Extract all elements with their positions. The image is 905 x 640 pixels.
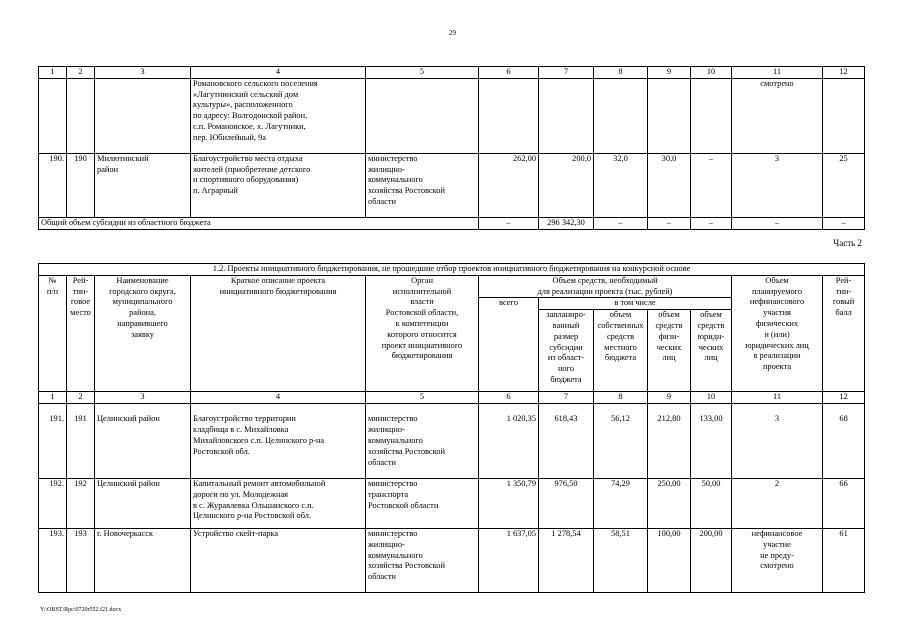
participation-cell: нефинансовое участие не преду- смотрено bbox=[732, 528, 823, 592]
total-amount: 1 020,35 bbox=[479, 414, 539, 478]
rating-place: 190 bbox=[67, 153, 95, 217]
header-district: Наименование городского округа, муниципального района, направившего заявку bbox=[95, 275, 191, 391]
participation-cell: 3 bbox=[732, 153, 823, 217]
project-description: Романовского сельского поселения «Лагутнинский сельский дом культуры», расположенного по адресу: Волгодонской район, с.п. Романовское, х. Лагутники, пер. Юбилейный, 9а bbox=[191, 78, 366, 153]
col-number: 3 bbox=[95, 392, 191, 404]
header-description: Краткое описание проекта инициативного бюджетирования bbox=[191, 275, 366, 391]
individuals-amount: 212,80 bbox=[648, 414, 691, 478]
col-number: 1 bbox=[39, 392, 67, 404]
rating-score: – bbox=[823, 217, 865, 229]
column-number-row bbox=[39, 392, 865, 404]
col-number: 11 bbox=[732, 392, 823, 404]
col-number: 10 bbox=[691, 392, 732, 404]
section-title-row bbox=[39, 264, 865, 276]
col-number: 7 bbox=[539, 67, 594, 79]
col-number: 8 bbox=[594, 67, 648, 79]
total-amount: – bbox=[479, 217, 539, 229]
rating-place: 191 bbox=[67, 414, 95, 478]
part-label: Часть 2 bbox=[833, 238, 862, 248]
rating-place: 193 bbox=[67, 528, 95, 592]
column-number-row bbox=[39, 67, 865, 79]
col-number: 4 bbox=[191, 392, 366, 404]
header-individuals: объем средств физи- ческих лиц bbox=[648, 310, 691, 392]
total-amount: 1 637,05 bbox=[479, 528, 539, 592]
header-local: объем собственных средств местного бюджета bbox=[594, 310, 648, 392]
col-number: 12 bbox=[823, 67, 865, 79]
project-description: Капитальный ремонт автомобильной дороги по ул. Молодежная в с. Журавлевка Ольшанского с.п. Целинского р-на Ростовской обл. bbox=[191, 478, 366, 528]
col-number: 2 bbox=[67, 67, 95, 79]
subsidy-amount: 1 278,54 bbox=[539, 528, 594, 592]
authority: министерство жилищно- коммунального хозяйства Ростовской области bbox=[366, 153, 479, 217]
header-subsidy: запланиро- ванный размер субсидии из област- ного бюджета bbox=[539, 310, 594, 392]
total-amount: 1 350,79 bbox=[479, 478, 539, 528]
legal-entities-amount: 50,00 bbox=[691, 478, 732, 528]
legal-entities-amount: – bbox=[691, 153, 732, 217]
authority: министерство жилищно- коммунального хозяйства Ростовской области bbox=[366, 528, 479, 592]
rating-score: 68 bbox=[823, 414, 865, 478]
col-number: 6 bbox=[479, 67, 539, 79]
rating-score: 61 bbox=[823, 528, 865, 592]
district-name: г. Новочеркасск bbox=[95, 528, 191, 592]
col-number: 9 bbox=[648, 392, 691, 404]
local-budget-amount: 32,0 bbox=[594, 153, 648, 217]
local-budget-amount: – bbox=[594, 217, 648, 229]
table-row bbox=[39, 78, 865, 153]
district-name: Милютинский район bbox=[95, 153, 191, 217]
section-title: 1.2. Проекты инициативного бюджетирования, не прошедшие отбор проектов инициативного бюджетирования на конкурсной основе bbox=[39, 264, 865, 276]
authority: министерство транспорта Ростовской области bbox=[366, 478, 479, 528]
legal-entities-amount: 200,00 bbox=[691, 528, 732, 592]
project-description: Благоустройство территории кладбища в с. Михайловка Михайловского с.п. Целинского р-на Ростовской обл. bbox=[191, 414, 366, 478]
col-number: 8 bbox=[594, 392, 648, 404]
subsidy-amount: 976,50 bbox=[539, 478, 594, 528]
header-row bbox=[39, 275, 865, 298]
row-number: 193. bbox=[39, 528, 67, 592]
subsidy-amount: 618,43 bbox=[539, 414, 594, 478]
page-number: 29 bbox=[449, 29, 456, 37]
table-row bbox=[39, 528, 865, 592]
subsidy-amount: 200,0 bbox=[539, 153, 594, 217]
individuals-amount: 30,0 bbox=[648, 153, 691, 217]
table-continuation bbox=[38, 66, 865, 230]
col-number: 1 bbox=[39, 67, 67, 79]
table-projects-not-selected bbox=[38, 263, 865, 593]
col-number: 3 bbox=[95, 67, 191, 79]
rating-score: 66 bbox=[823, 478, 865, 528]
row-number: 190. bbox=[39, 153, 67, 217]
col-number: 5 bbox=[366, 392, 479, 404]
table-row bbox=[39, 153, 865, 217]
participation-cell: 3 bbox=[732, 414, 823, 478]
col-number: 12 bbox=[823, 392, 865, 404]
col-number: 9 bbox=[648, 67, 691, 79]
table-row bbox=[39, 414, 865, 478]
spacer-row bbox=[39, 403, 865, 414]
participation-cell: – bbox=[732, 217, 823, 229]
footer-file-path: Y:\ORST\Rpc\0720r552.f21.docx bbox=[40, 607, 122, 613]
header-funding: Объем средств, необходимый для реализации проекта (тыс. рублей) bbox=[479, 275, 732, 298]
total-amount: 262,00 bbox=[479, 153, 539, 217]
col-number: 6 bbox=[479, 392, 539, 404]
district-name: Целинский район bbox=[95, 478, 191, 528]
project-description: Благоустройство места отдыха жителей (приобретение детского и спортивного оборудования) п. Аграрный bbox=[191, 153, 366, 217]
district-name: Целинский район bbox=[95, 414, 191, 478]
individuals-amount: 250,00 bbox=[648, 478, 691, 528]
col-number: 4 bbox=[191, 67, 366, 79]
row-number: 192. bbox=[39, 478, 67, 528]
local-budget-amount: 58,51 bbox=[594, 528, 648, 592]
col-number: 7 bbox=[539, 392, 594, 404]
total-row bbox=[39, 217, 865, 229]
authority: министерство жилищно- коммунального хозяйства Ростовской области bbox=[366, 414, 479, 478]
header-including: в том числе bbox=[539, 298, 732, 310]
local-budget-amount: 56,12 bbox=[594, 414, 648, 478]
legal-entities-amount: – bbox=[691, 217, 732, 229]
header-participation: Объем планируемого нефинансового участия физических и (или) юридических лиц в реализации проекта bbox=[732, 275, 823, 391]
project-description: Устройство скейт-парка bbox=[191, 528, 366, 592]
individuals-amount: – bbox=[648, 217, 691, 229]
col-number: 11 bbox=[732, 67, 823, 79]
header-num: № п/п bbox=[39, 275, 67, 391]
header-legal: объем средств юридн- ческих лиц bbox=[691, 310, 732, 392]
participation-cell: 2 bbox=[732, 478, 823, 528]
total-label: Общий объем субсидии из областного бюджета bbox=[39, 217, 479, 229]
rating-place: 192 bbox=[67, 478, 95, 528]
subsidy-amount: 296 342,30 bbox=[539, 217, 594, 229]
rating-score: 25 bbox=[823, 153, 865, 217]
col-number: 5 bbox=[366, 67, 479, 79]
header-total: всего bbox=[479, 298, 539, 392]
individuals-amount: 100,00 bbox=[648, 528, 691, 592]
col-number: 10 bbox=[691, 67, 732, 79]
col-number: 2 bbox=[67, 392, 95, 404]
header-rating-place: Рей- тин- говое место bbox=[67, 275, 95, 391]
participation-cell: смотрено bbox=[732, 78, 823, 153]
header-authority: Орган исполнительной власти Ростовской области, к компетенции которого относится проект инициативного бюджетирования bbox=[366, 275, 479, 391]
local-budget-amount: 74,29 bbox=[594, 478, 648, 528]
legal-entities-amount: 133,00 bbox=[691, 414, 732, 478]
table-row bbox=[39, 478, 865, 528]
header-score: Рей- тин- говый балл bbox=[823, 275, 865, 391]
row-number: 191. bbox=[39, 414, 67, 478]
